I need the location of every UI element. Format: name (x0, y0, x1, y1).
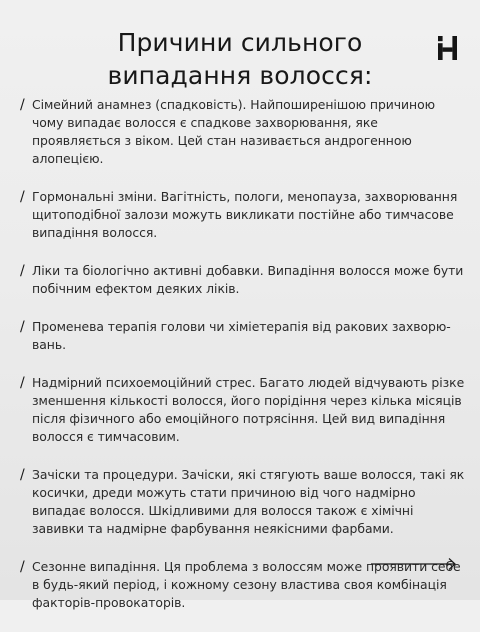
page-title (60, 26, 420, 92)
list-item (20, 466, 466, 538)
list-item (20, 318, 466, 354)
reason-text: Сімейний анамнез (спадковість). Найпоширенішою причиною чому випадає волосся є спадкове захворювання, яке проявляється з віком. Цей стан називається андрогенною алопецією. (32, 97, 436, 166)
reason-text: Сезонне випадіння. Ця проблема з волоссям може проявити себе в будь-який період, і кожному сезону властива своя комбінація факторів-провокаторів. (32, 559, 461, 610)
list-item (20, 96, 466, 168)
slash-marker: / (20, 97, 25, 113)
right-arrow-icon[interactable] (371, 557, 457, 571)
page-title-line-1: Причини сильного (117, 28, 363, 57)
page-title-line-2: випадання волосся: (107, 61, 373, 90)
slash-marker: / (20, 319, 25, 335)
reason-text: Променева терапія голови чи хіміетерапія від ракових захворю-вань. (32, 319, 451, 352)
slash-marker: / (20, 375, 25, 391)
reason-text: Зачіски та процедури. Зачіски, які стягують ваше волосся, такі як косички, дреди можуть стати причиною від чого надмірно випадає волосся. Шкідливими для волосся також є хімічні завивки та надмірне фарбування неякісними фарбами. (32, 467, 465, 536)
slash-marker: / (20, 559, 25, 575)
list-item (20, 262, 466, 298)
reason-text: Надмірний психоемоційний стрес. Багато людей відчувають різке зменшення кількості волосся, його порідіння через кілька місяців після фізичного або емоційного потрясіння. Цей вид випадіння волосся є тимчасовим. (32, 375, 465, 444)
reason-text: Ліки та біологічно активні добавки. Випадіння волосся може бути побічним ефектом деяких ліків. (32, 263, 464, 296)
reason-text: Гормональні зміни. Вагітність, пологи, менопауза, захворювання щитоподібної залози можуть викликати постійне або тимчасове випадіння волосся. (32, 189, 458, 240)
list-item (20, 188, 466, 242)
reasons-list (20, 96, 466, 632)
list-item (20, 374, 466, 446)
h-letter-logo-icon (438, 36, 457, 60)
slash-marker: / (20, 189, 25, 205)
slash-marker: / (20, 467, 25, 483)
slash-marker: / (20, 263, 25, 279)
